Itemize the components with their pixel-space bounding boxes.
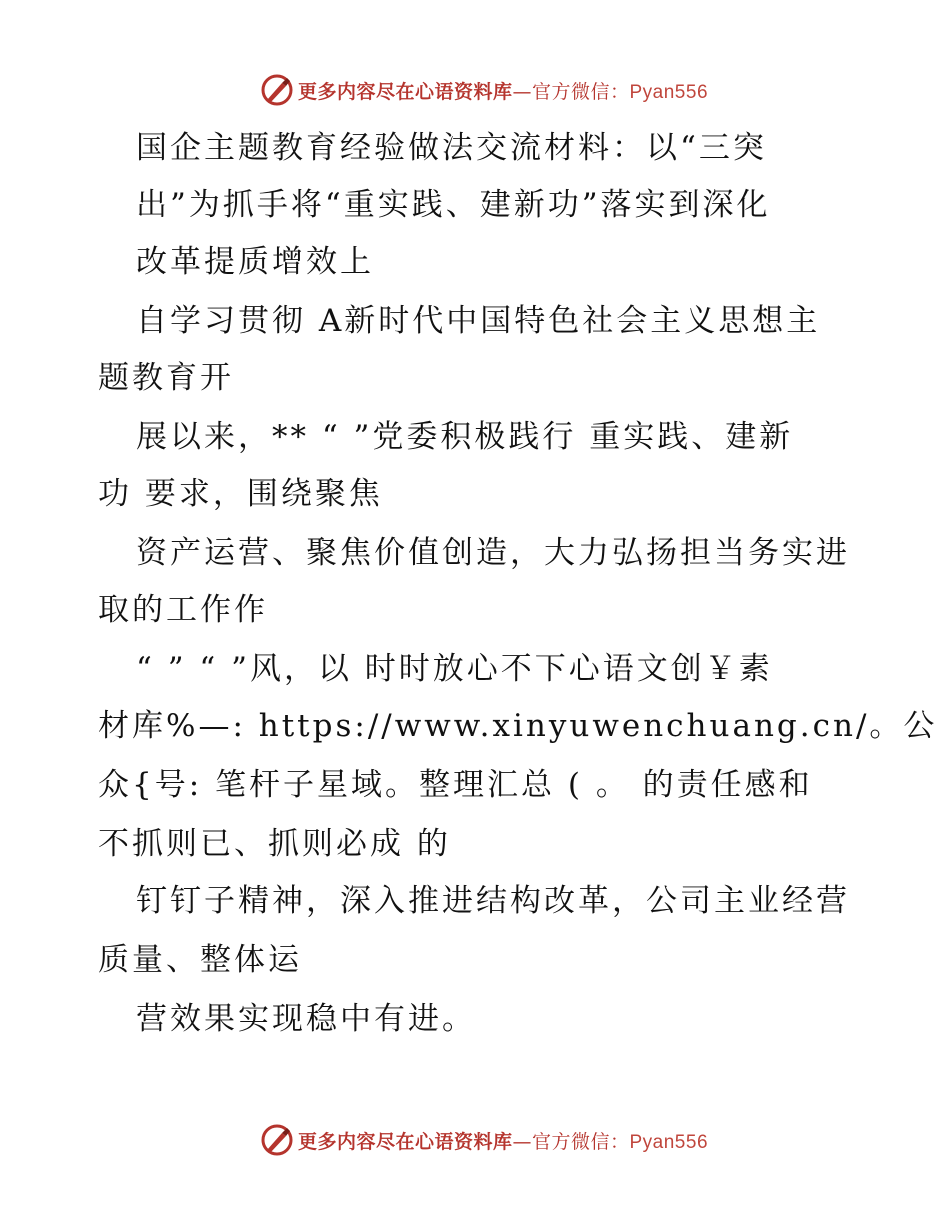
text-line: 资产运营、聚焦价值创造，大力弘扬担当务实进	[136, 535, 850, 571]
banner-wechat-id: Pyan556	[629, 1131, 709, 1153]
pen-logo-icon	[260, 1123, 294, 1157]
header-watermark-banner	[0, 70, 950, 110]
banner-separator: —	[512, 1130, 532, 1153]
text-line: 众{号: 笔杆子星域。整理汇总 ( 。 的责任感和	[98, 767, 813, 803]
banner-wechat-id: Pyan556	[629, 81, 709, 103]
text-line: 取的工作作	[98, 592, 268, 628]
text-line: 功 要求，围绕聚焦	[98, 476, 383, 512]
text-line: 不抓则已、抓则必成 的	[98, 826, 451, 862]
banner-main-text: 更多内容尽在心语资料库	[297, 80, 513, 103]
banner-wechat-label: 官方微信：	[531, 1130, 630, 1153]
text-line: 展以来，** “ ”党委积极践行 重实践、建新	[136, 419, 794, 455]
text-line: 钉钉子精神，深入推进结构改革，公司主业经营	[136, 883, 850, 919]
banner-text	[298, 1127, 708, 1154]
banner-text	[298, 77, 708, 104]
text-line: “ ” “ ”风，以 时时放心不下心语文创￥素	[136, 651, 773, 687]
text-line: 材库%—: https://www.xinyuwenchuang.cn/。公	[98, 708, 938, 744]
text-line: 自学习贯彻 A新时代中国特色社会主义思想主	[136, 303, 821, 339]
pen-logo-icon	[260, 73, 294, 107]
text-line: 营效果实现稳中有进。	[136, 1001, 476, 1037]
banner-separator: —	[512, 80, 532, 103]
text-line: 题教育开	[98, 360, 234, 396]
text-line: 国企主题教育经验做法交流材料：以“三突	[136, 130, 767, 166]
banner-main-text: 更多内容尽在心语资料库	[297, 1130, 513, 1153]
footer-watermark-banner	[0, 1120, 950, 1160]
text-line: 出”为抓手将“重实践、建新功”落实到深化	[136, 187, 771, 223]
text-line: 改革提质增效上	[136, 244, 374, 280]
text-line: 质量、整体运	[98, 942, 302, 978]
banner-content	[260, 73, 708, 107]
banner-content	[260, 1123, 708, 1157]
banner-wechat-label: 官方微信：	[531, 80, 630, 103]
